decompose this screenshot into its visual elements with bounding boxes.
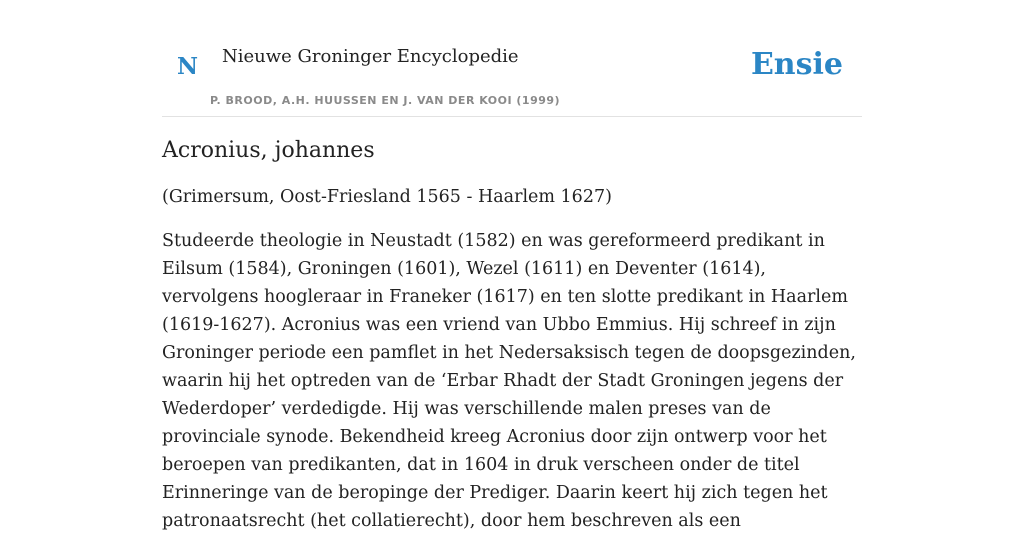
entry-content: [162, 137, 862, 535]
encyclopedia-header: [162, 0, 862, 117]
book-title[interactable]: Nieuwe Groninger Encyclopedie: [222, 46, 519, 67]
entry-title: Acronius, johannes: [162, 138, 375, 163]
book-authors: P. BROOD, A.H. HUUSSEN EN J. VAN DER KOOI (1999): [210, 94, 561, 107]
book-logo-icon: N: [177, 53, 199, 80]
ensie-logo[interactable]: Ensie: [750, 47, 843, 82]
entry-subtitle: (Grimersum, Oost-Friesland 1565 - Haarlem 1627): [162, 186, 612, 207]
entry-body: Studeerde theologie in Neustadt (1582) en was gereformeerd predikant in Eilsum (1584), Groningen (1601), Wezel (1611) en Deventer (1614), vervolgens hoogleraar in Franeker (1617) en ten slotte predikant in Haarlem (1619-1627). Acronius was een vriend van Ubbo Emmius. Hij schreef in zijn Groninger periode een pamflet in het Nedersaksisch tegen de doopsgezinden, waarin hij het optreden van de ‘Erbar Rhadt der Stadt Groningen jegens der Wederdoper’ verdedigde. Hij was verschillende malen preses van de provinciale synode. Bekendheid kreeg Acronius door zijn ontwerp voor het beroepen van predikanten, dat in 1604 in druk verscheen onder de titel Erinneringe van de beropinge der Prediger. Daarin keert hij zich tegen het patronaatsrecht (het collatierecht), door hem beschreven als een: [162, 231, 856, 532]
